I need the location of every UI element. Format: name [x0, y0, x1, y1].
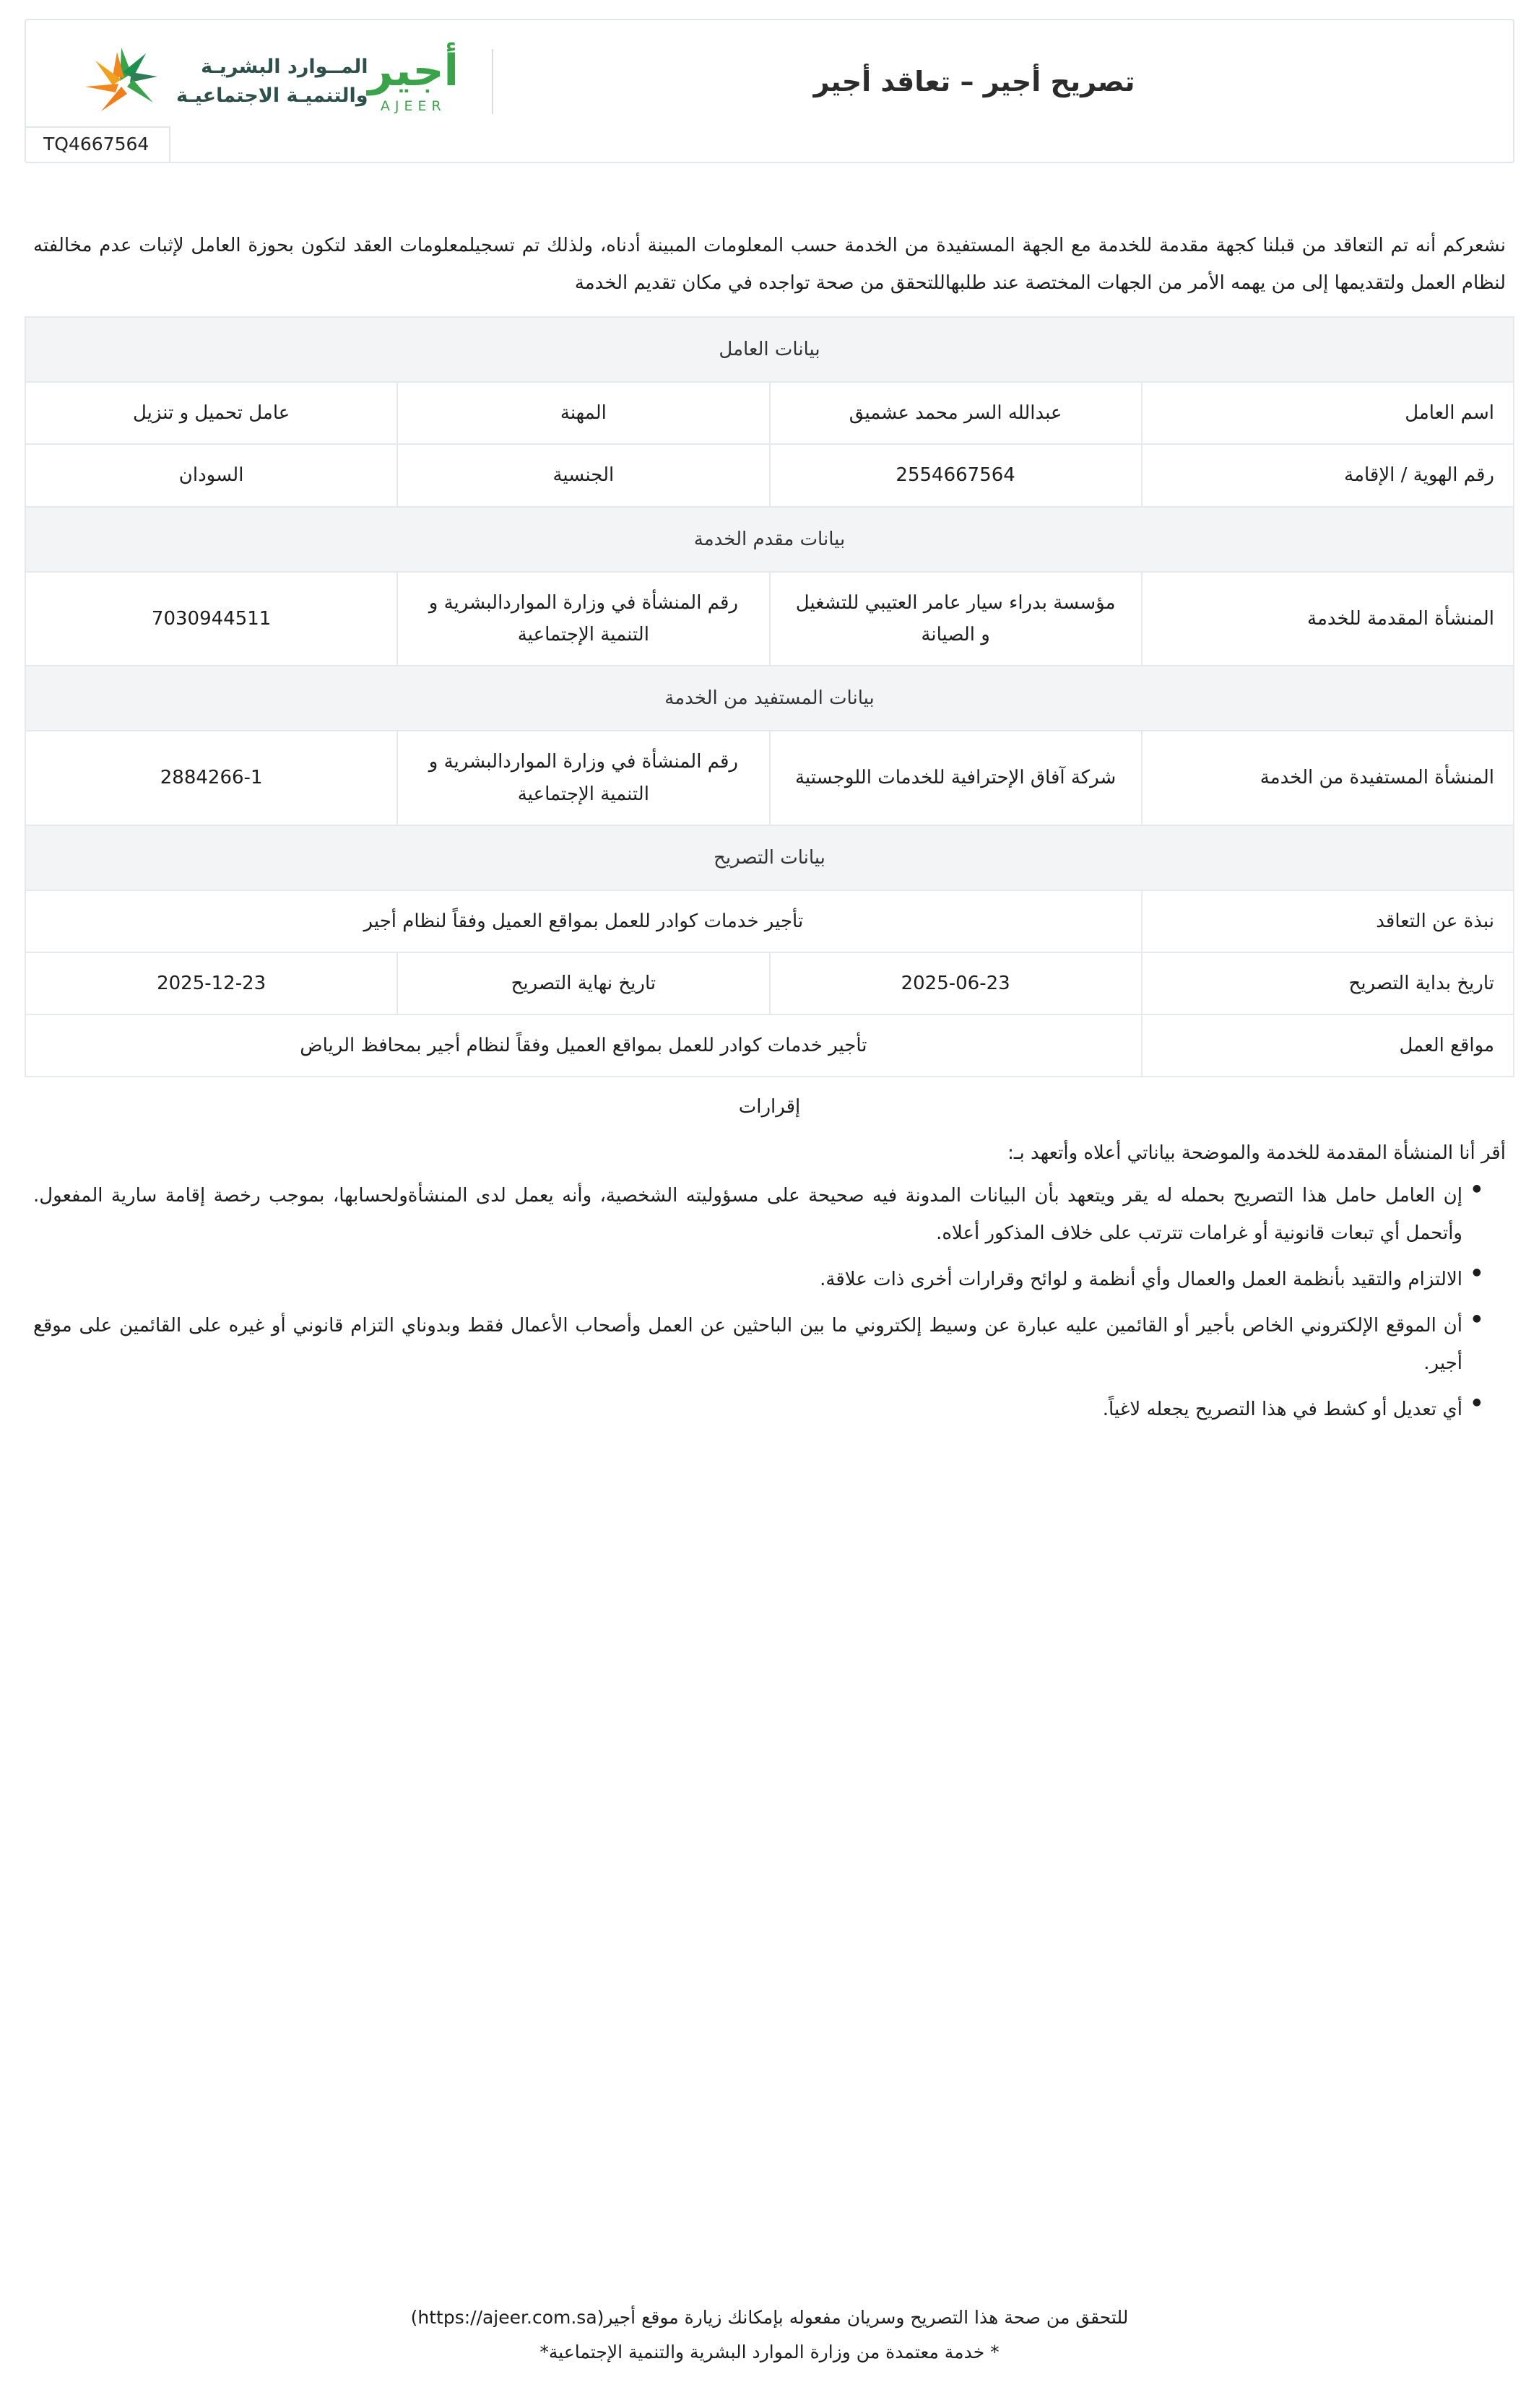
- page-title: تصريح أجير – تعاقد أجير: [813, 66, 1135, 97]
- worker-job-label: المهنة: [397, 382, 769, 444]
- worker-id-label: رقم الهوية / الإقامة: [1142, 444, 1514, 506]
- worker-nationality-value: السودان: [25, 444, 397, 506]
- ministry-name: [176, 53, 368, 111]
- footer-verify-text: للتحقق من صحة هذا التصريح وسريان مفعوله بإمكانك زيارة موقع أجير: [604, 2307, 1129, 2328]
- details-table: [25, 316, 1514, 1077]
- provider-number-label: رقم المنشأة في وزارة المواردالبشرية و التنمية الإجتماعية: [397, 572, 769, 666]
- beneficiary-number-value: 2884266-1: [25, 731, 397, 825]
- permit-about-value: تأجير خدمات كوادر للعمل بمواقع العميل وفقاً لنظام أجير: [25, 890, 1142, 952]
- beneficiary-number-label: رقم المنشأة في وزارة المواردالبشرية و التنمية الإجتماعية: [397, 731, 769, 825]
- ministry-logo: [48, 42, 368, 121]
- section-title-worker: بيانات العامل: [25, 317, 1514, 382]
- table-section-header-beneficiary: [25, 666, 1514, 731]
- footer-verify-url: (https://ajeer.com.sa): [410, 2307, 604, 2328]
- list-item: ● أن الموقع الإلكتروني الخاص بأجير أو القائمين عليه عبارة عن وسيط إلكتروني ما بين الباحثين عن العمل وأصحاب الأعمال فقط وبدوناي التزام قانوني أو غيره على القائمين على موقع أجير.: [33, 1307, 1481, 1382]
- intro-paragraph: نشعركم أنه تم التعاقد من قبلنا كجهة مقدمة للخدمة مع الجهة المستفيدة من الخدمة حسب المعلومات المبينة أدناه، ولذلك تم تسجيلمعلومات العقد لتكون بحوزة العامل لإثبات عدم مخالفته لنظام العمل ولتقديمها إلى من يهمه الأمر من الجهات المختصة عند طلبهاللتحقق من صحة تواجده في مكان تقديم الخدمة: [33, 235, 1506, 294]
- beneficiary-name-label: المنشأة المستفيدة من الخدمة: [1142, 731, 1514, 825]
- document-footer: [0, 2300, 1539, 2369]
- table-row: [25, 444, 1514, 506]
- table-row: [25, 1014, 1514, 1077]
- table-section-header-provider: [25, 507, 1514, 572]
- footer-certification: * خدمة معتمدة من وزارة الموارد البشرية والتنمية الإجتماعية*: [539, 2341, 1000, 2363]
- list-item: ● الالتزام والتقيد بأنظمة العمل والعمال وأي أنظمة و لوائح وقرارات أخرى ذات علاقة.: [33, 1261, 1481, 1298]
- declarations-list: [33, 1177, 1506, 1428]
- permit-about-label: نبذة عن التعاقد: [1142, 890, 1514, 952]
- document-header: [25, 19, 1514, 163]
- permit-sites-value: تأجير خدمات كوادر للعمل بمواقع العميل وفقاً لنظام أجير بمحافظ الرياض: [25, 1014, 1142, 1077]
- provider-name-value: مؤسسة بدراء سيار عامر العتيبي للتشغيل و الصيانة: [770, 572, 1142, 666]
- section-title-provider: بيانات مقدم الخدمة: [25, 507, 1514, 572]
- ministry-name-line2: والتنميـة الاجتماعيـة: [176, 84, 368, 107]
- table-row: [25, 382, 1514, 444]
- worker-id-value: 2554667564: [770, 444, 1142, 506]
- reference-number: TQ4667564: [26, 126, 170, 162]
- list-item: ● أي تعديل أو كشط في هذا التصريح يجعله لاغياً.: [33, 1391, 1481, 1428]
- footer-verify-line: [0, 2300, 1539, 2335]
- ministry-name-line1: المــوارد البشريـة: [201, 55, 368, 78]
- table-row: [25, 952, 1514, 1014]
- declarations-title: إقرارات: [738, 1096, 801, 1118]
- declarations-lead: أقر أنا المنشأة المقدمة للخدمة والموضحة بياناتي أعلاه وأتعهد بـ:: [1007, 1142, 1506, 1165]
- table-section-header-permit: [25, 825, 1514, 890]
- permit-end-label: تاريخ نهاية التصريح: [397, 952, 769, 1014]
- worker-name-label: اسم العامل: [1142, 382, 1514, 444]
- table-row: [25, 890, 1514, 952]
- document-page: [0, 19, 1539, 2408]
- table-row: [25, 731, 1514, 825]
- worker-nationality-label: الجنسية: [397, 444, 769, 506]
- permit-start-value: 2025-06-23: [770, 952, 1142, 1014]
- ajeer-logo-en: AJEER: [380, 98, 446, 114]
- permit-end-value: 2025-12-23: [25, 952, 397, 1014]
- section-title-permit: بيانات التصريح: [25, 825, 1514, 890]
- table-section-header-worker: [25, 317, 1514, 382]
- worker-job-value: عامل تحميل و تنزيل: [25, 382, 397, 444]
- section-title-beneficiary: بيانات المستفيد من الخدمة: [25, 666, 1514, 731]
- ajeer-logo: [368, 45, 494, 114]
- provider-name-label: المنشأة المقدمة للخدمة: [1142, 572, 1514, 666]
- provider-number-value: 7030944511: [25, 572, 397, 666]
- ministry-logo-icon: [77, 42, 163, 121]
- permit-sites-label: مواقع العمل: [1142, 1014, 1514, 1077]
- permit-start-label: تاريخ بداية التصريح: [1142, 952, 1514, 1014]
- table-row: [25, 572, 1514, 666]
- list-item: ● إن العامل حامل هذا التصريح بحمله له يقر ويتعهد بأن البيانات المدونة فيه صحيحة على مسؤوليته الشخصية، وأنه يعمل لدى المنشأةولحسابها، بموجب رخصة إقامة سارية المفعول. وأتحمل أي تبعات قانونية أو غرامات تترتب على خلاف المذكور أعلاه.: [33, 1177, 1481, 1252]
- beneficiary-name-value: شركة آفاق الإحترافية للخدمات اللوجستية: [770, 731, 1142, 825]
- ajeer-logo-ar: أجير: [368, 45, 459, 96]
- worker-name-value: عبدالله السر محمد عشميق: [770, 382, 1142, 444]
